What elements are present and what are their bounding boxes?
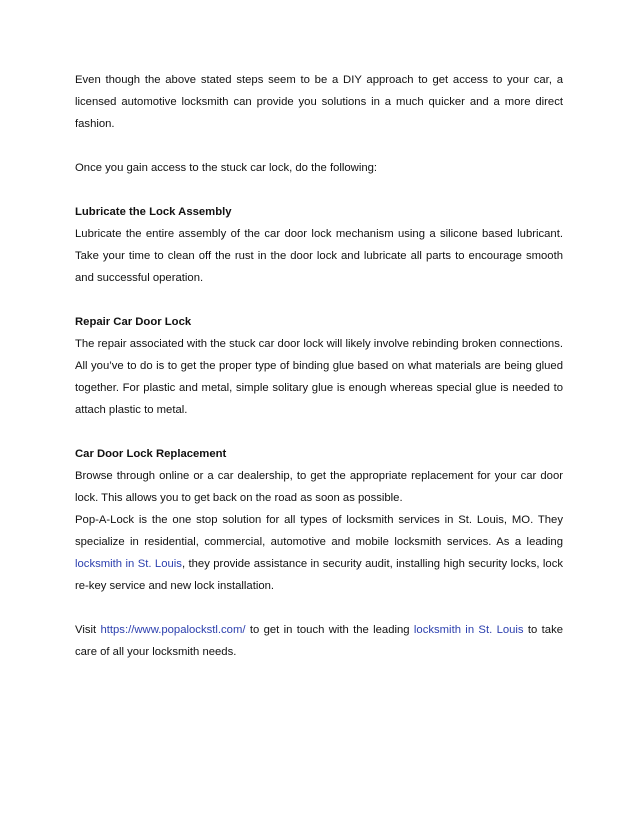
spacer — [75, 597, 563, 619]
visit-paragraph — [75, 619, 563, 663]
spacer — [75, 289, 563, 311]
spacer — [75, 421, 563, 443]
visit-middle: to get in touch with the leading — [245, 624, 414, 636]
locksmith-link-about[interactable]: locksmith in St. Louis — [75, 558, 182, 570]
intro-paragraph: Even though the above stated steps seem to be a DIY approach to get access to your car, a licensed automotive locksmith can provide you solutions in a much quicker and a more direct fashion. — [75, 74, 563, 130]
about-text-end: , they provide assistance in security audit, installing high security locks, lock re-key service and new lock installation. — [75, 558, 564, 592]
section-body-repair: The repair associated with the stuck car door lock will likely involve rebinding broken connections. All you’ve to do is to get the proper type of binding glue based on what materials are being glued together. For plastic and metal, simple solitary glue is enough whereas special glue is needed to attach plastic to metal. — [75, 338, 563, 416]
section-heading-lubricate: Lubricate the Lock Assembly — [75, 206, 232, 218]
locksmith-link-visit[interactable]: locksmith in St. Louis — [413, 624, 524, 636]
about-text-start: Pop-A-Lock is the one stop solution for all types of locksmith services in St. Louis, MO. They specialize in residential, commercial, automotive and mobile locksmith services. As a leading — [75, 514, 563, 548]
visit-suffix: to take care of all your locksmith needs. — [75, 624, 564, 658]
section-body-lubricate: Lubricate the entire assembly of the car door lock mechanism using a silicone based lubricant. Take your time to clean off the rust in the door lock and lubricate all parts to encourage smooth and successful operation. — [75, 228, 563, 284]
section-body-replacement: Browse through online or a car dealership, to get the appropriate replacement for your car door lock. This allows you to get back on the road as soon as possible. — [75, 470, 563, 504]
spacer — [75, 179, 563, 201]
spacer — [75, 135, 563, 157]
section-heading-replacement: Car Door Lock Replacement — [75, 448, 227, 460]
about-paragraph — [75, 509, 563, 597]
document-page — [75, 69, 563, 663]
instruction-paragraph: Once you gain access to the stuck car lock, do the following: — [75, 162, 378, 174]
section-heading-repair: Repair Car Door Lock — [75, 316, 192, 328]
website-url-link[interactable]: https://www.popalockstl.com/ — [100, 624, 246, 636]
visit-prefix: Visit — [75, 624, 101, 636]
